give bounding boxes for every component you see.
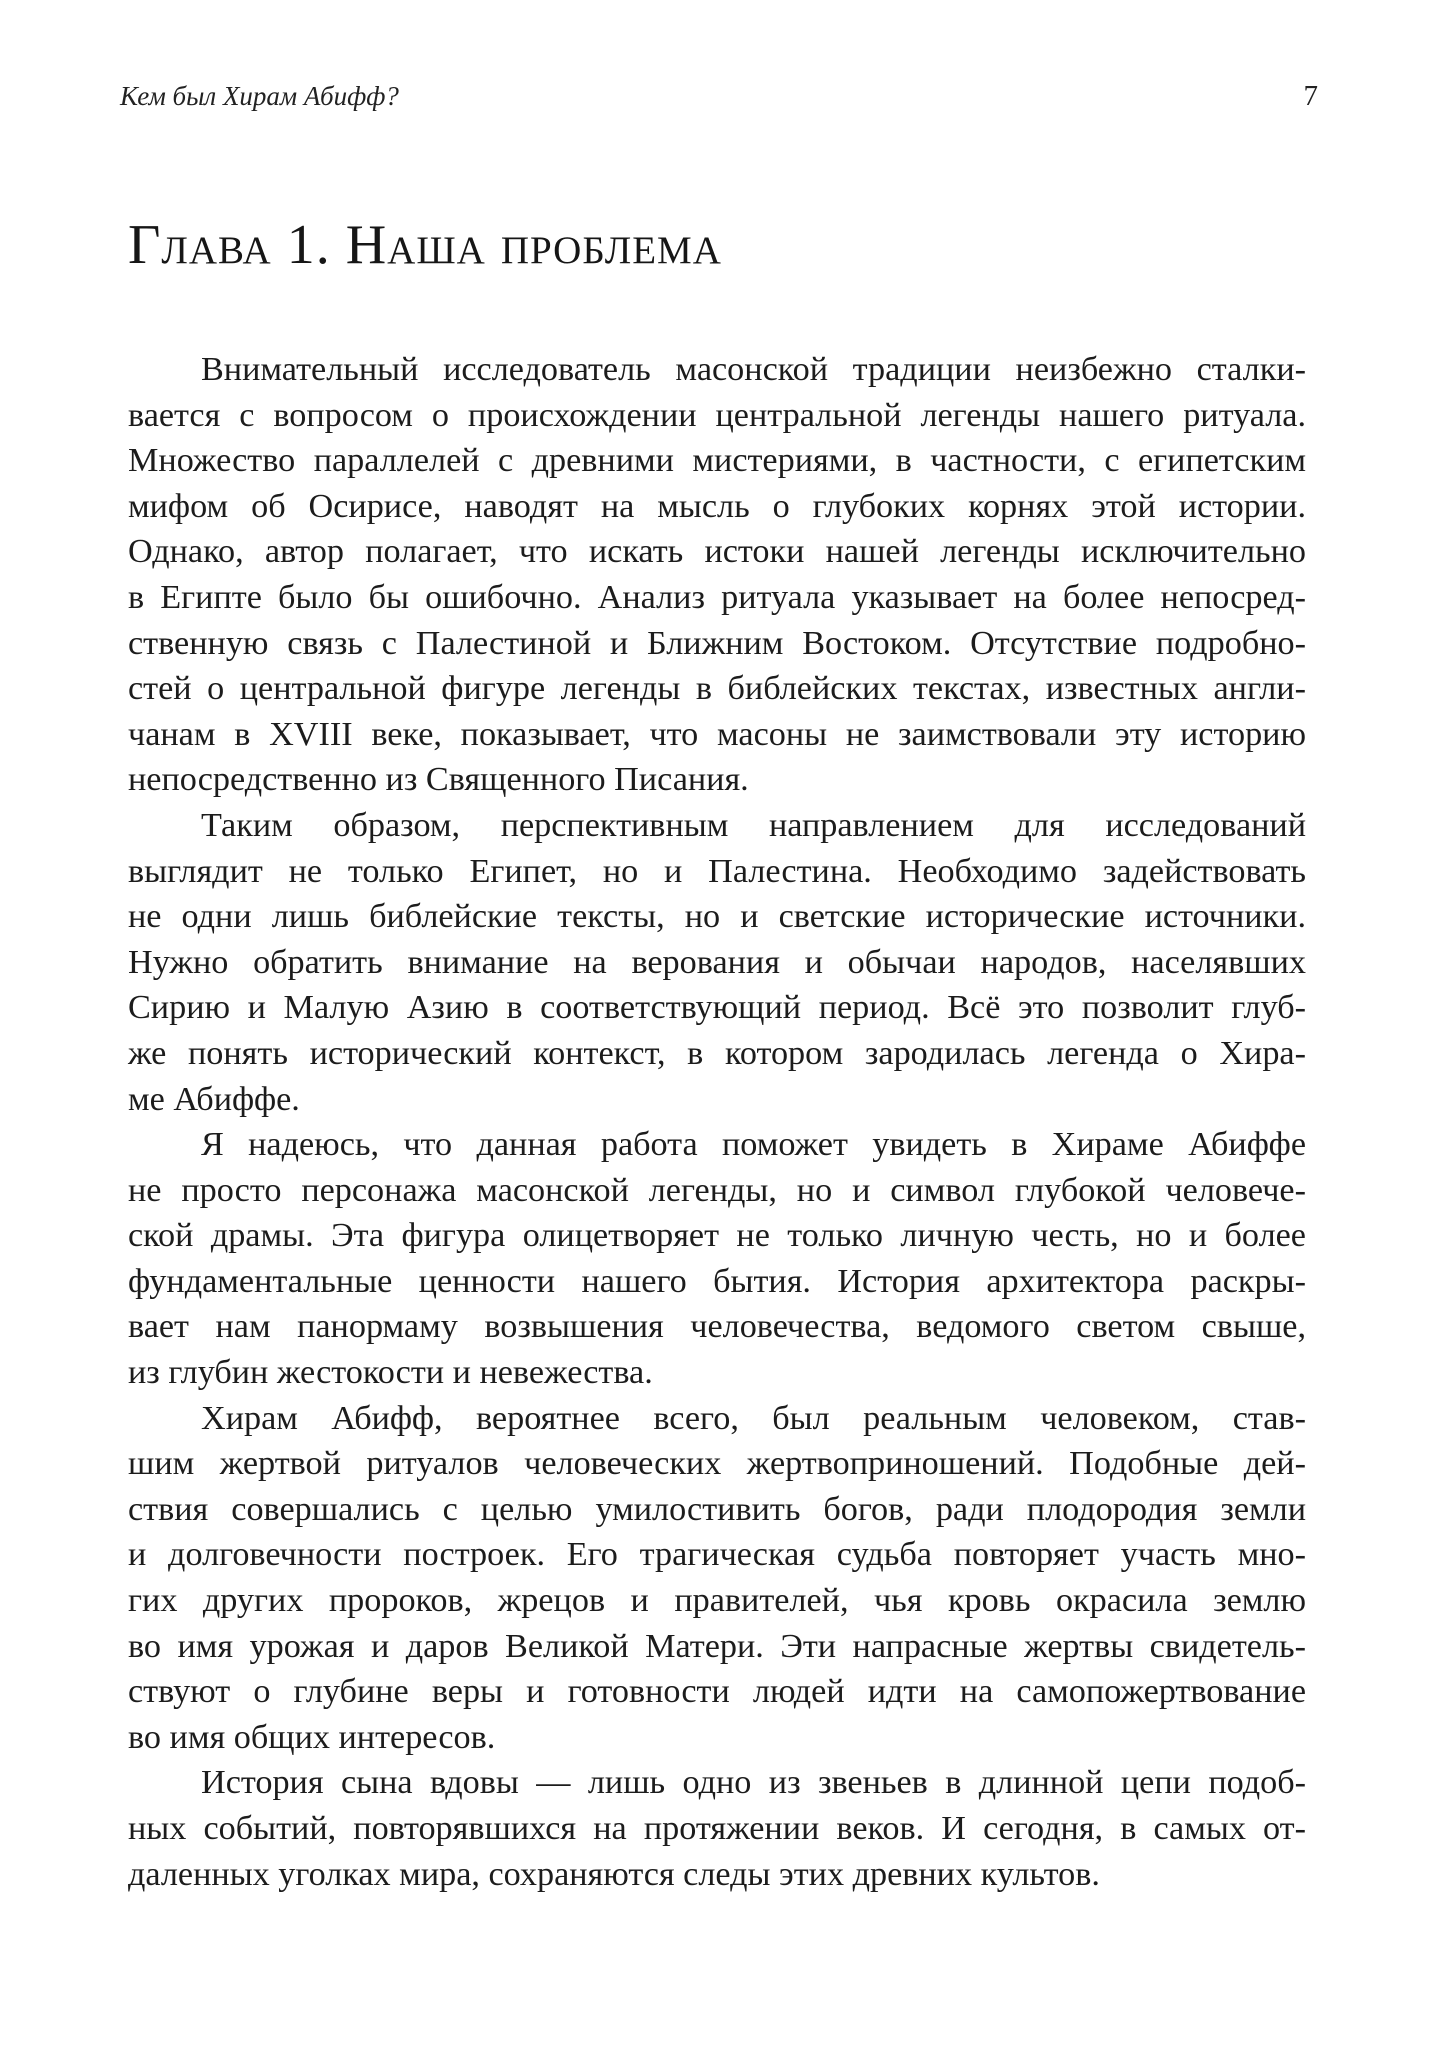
text-line: во имя общих интересов. [128,1718,496,1756]
text-line: История сына вдовы — лишь одно из звеньев в длинной цепи подоб- [201,1764,1306,1802]
text-line: шим жертвой ритуалов человеческих жертвоприношений. Подобные дей- [128,1445,1306,1483]
chapter-title: Глава 1. Наша проблема [128,214,722,276]
text-line: чанам в XVIII веке, показывает, что масоны не заимствовали эту историю [128,715,1306,753]
paragraph-5 [128,1760,1306,1897]
text-line: Сирию и Малую Азию в соответствующий период. Всё это позволит глуб- [128,989,1306,1027]
text-line: же понять исторический контекст, в котором зародилась легенда о Хира- [128,1034,1306,1072]
text-line: Однако, автор полагает, что искать истоки нашей легенды исключительно [128,533,1306,571]
text-line: стей о центральной фигуре легенды в библейских текстах, известных англи- [128,670,1306,708]
text-line: ской драмы. Эта фигура олицетворяет не только личную честь, но и более [128,1217,1306,1255]
text-line: ствия совершались с целью умилостивить богов, ради плодородия земли [128,1490,1306,1528]
paragraph-3 [128,1122,1306,1396]
text-line: Я надеюсь, что данная работа поможет увидеть в Хираме Абиффе [201,1126,1306,1164]
text-line: Внимательный исследователь масонской традиции неизбежно сталки- [201,351,1306,388]
text-line: фундаментальные ценности нашего бытия. История архитектора раскры- [128,1262,1306,1300]
text-line: вается с вопросом о происхождении центральной легенды нашего ритуала. [128,396,1306,434]
text-line: и долговечности построек. Его трагическая судьба повторяет участь мно- [128,1536,1306,1574]
text-line: гих других пророков, жрецов и правителей, чья кровь окрасила землю [128,1582,1306,1620]
paragraph-1 [128,347,1306,803]
body-text [128,347,1306,1897]
paragraph-4 [128,1396,1306,1761]
page-number: 7 [1303,80,1318,112]
text-line: ствуют о глубине веры и готовности людей идти на самопожертвование [128,1673,1306,1711]
text-line: в Египте было бы ошибочно. Анализ ритуала указывает на более непосред- [128,578,1306,616]
text-line: из глубин жестокости и невежества. [128,1354,653,1392]
text-line: ных событий, повторявшихся на протяжении веков. И сегодня, в самых от- [128,1810,1306,1847]
text-line: Таким образом, перспективным направлением для исследований [201,806,1306,844]
text-line: мифом об Осирисе, наводят на мысль о глубоких корнях этой истории. [128,487,1306,525]
text-line: выглядит не только Египет, но и Палестина. Необходимо задействовать [128,852,1306,890]
text-line: не просто персонажа масонской легенды, но и символ глубокой человече- [128,1171,1306,1209]
paragraph-2 [128,803,1306,1122]
text-line: во имя урожая и даров Великой Матери. Эти напрасные жертвы свидетель- [128,1627,1306,1665]
text-line: Множество параллелей с древними мистериями, в частности, с египетским [128,442,1306,480]
text-line: не одни лишь библейские тексты, но и светские исторические источники. [128,898,1306,936]
text-line: ственную связь с Палестиной и Ближним Востоком. Отсутствие подробно- [128,624,1306,662]
text-line: непосредственно из Священного Писания. [128,761,749,799]
text-line: ме Абиффе. [128,1080,300,1118]
text-line: Нужно обратить внимание на верования и обычаи народов, населявших [128,943,1306,981]
running-header [120,76,1318,116]
text-line: вает нам панормаму возвышения человечества, ведомого светом свыше, [128,1308,1306,1346]
text-line: даленных уголках мира, сохраняются следы этих древних культов. [128,1855,1100,1893]
text-line: Хирам Абифф, вероятнее всего, был реальным человеком, став- [201,1399,1306,1437]
running-title: Кем был Хирам Абифф? [120,81,399,111]
